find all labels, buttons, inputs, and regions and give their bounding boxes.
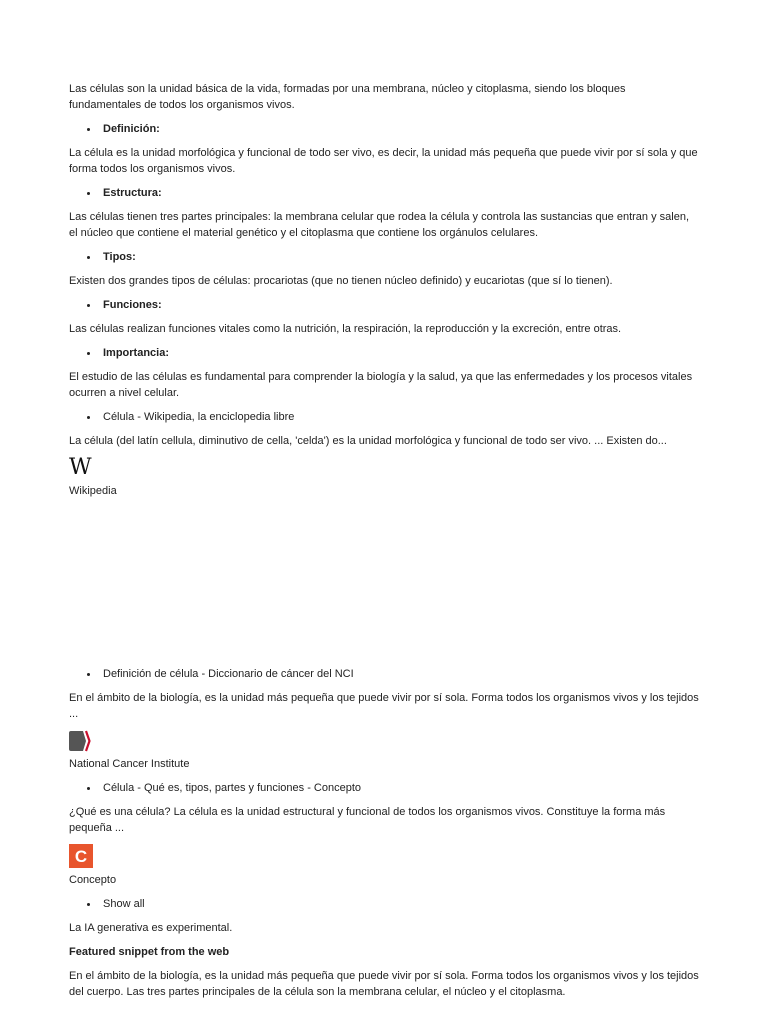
source-link-nci[interactable]: Definición de célula - Diccionario de cáncer del NCI	[103, 666, 699, 682]
section-text: Las células tienen tres partes principales: la membrana celular que rodea la célula y controla las sustancias que entran y salen, el núcleo que contiene el material genético y el citoplasma que contiene los orgánulos celulares.	[69, 211, 690, 239]
section-list-importancia	[69, 345, 699, 361]
wikipedia-icon[interactable]: W	[69, 455, 92, 480]
source-snippet: La célula (del latín cellula, diminutivo de cella, 'celda') es la unidad morfológica y funcional de todo ser vivo. ... Existen do...	[69, 435, 667, 447]
nci-icon[interactable]	[69, 730, 93, 752]
concepto-icon-letter: C	[74, 847, 88, 866]
section-text: El estudio de las células es fundamental para comprender la biología y la salud, ya que las enfermedades y los procesos vitales ocurren a nivel celular.	[69, 371, 693, 399]
source-snippet: En el ámbito de la biología, es la unidad más pequeña que puede vivir por sí sola. Forma todos los organismos vivos y los tejidos ...	[69, 692, 699, 720]
featured-snippet-heading: Featured snippet from the web	[69, 946, 230, 958]
section-text: Existen dos grandes tipos de células: procariotas (que no tienen núcleo definido) y eucariotas (que sí lo tienen).	[69, 275, 613, 287]
blank-area	[69, 507, 699, 666]
show-all-list	[69, 896, 699, 912]
section-list-tipos	[69, 249, 699, 265]
source-list-nci	[69, 666, 699, 682]
ai-overview	[69, 81, 699, 1008]
section-text: La célula es la unidad morfológica y funcional de todo ser vivo, es decir, la unidad más pequeña que puede vivir por sí sola y que forma todos los organismos vivos.	[69, 147, 698, 175]
source-list-concepto	[69, 780, 699, 796]
section-list-funciones	[69, 297, 699, 313]
disclaimer-text: La IA generativa es experimental.	[69, 922, 233, 934]
source-snippet: ¿Qué es una célula? La célula es la unidad estructural y funcional de todos los organismos vivos. Constituye la forma más pequeña ...	[69, 806, 666, 834]
source-link-wikipedia[interactable]: Célula - Wikipedia, la enciclopedia libre	[103, 409, 699, 425]
source-name[interactable]: Wikipedia	[69, 485, 117, 497]
section-heading: Funciones:	[103, 297, 699, 313]
source-name[interactable]: Concepto	[69, 874, 117, 886]
source-link-concepto[interactable]: Célula - Qué es, tipos, partes y funciones - Concepto	[103, 780, 699, 796]
source-list-wikipedia	[69, 409, 699, 425]
source-name[interactable]: National Cancer Institute	[69, 758, 190, 770]
featured-snippet-text: En el ámbito de la biología, es la unidad más pequeña que puede vivir por sí sola. Forma todos los organismos vivos y los tejidos del cuerpo. Las tres partes principales de la célula son la membrana celular, el núcleo y el citoplasma.	[69, 970, 699, 998]
section-heading: Importancia:	[103, 345, 699, 361]
section-list-definicion	[69, 121, 699, 137]
section-heading: Tipos:	[103, 249, 699, 265]
intro-paragraph: Las células son la unidad básica de la vida, formadas por una membrana, núcleo y citoplasma, siendo los bloques fundamentales de todos los organismos vivos.	[69, 83, 626, 111]
section-list-estructura	[69, 185, 699, 201]
show-all-button[interactable]: Show all	[103, 896, 699, 912]
concepto-icon[interactable]	[69, 844, 93, 868]
section-heading: Definición:	[103, 121, 699, 137]
section-text: Las células realizan funciones vitales como la nutrición, la respiración, la reproducción y la excreción, entre otras.	[69, 323, 622, 335]
section-heading: Estructura:	[103, 185, 699, 201]
